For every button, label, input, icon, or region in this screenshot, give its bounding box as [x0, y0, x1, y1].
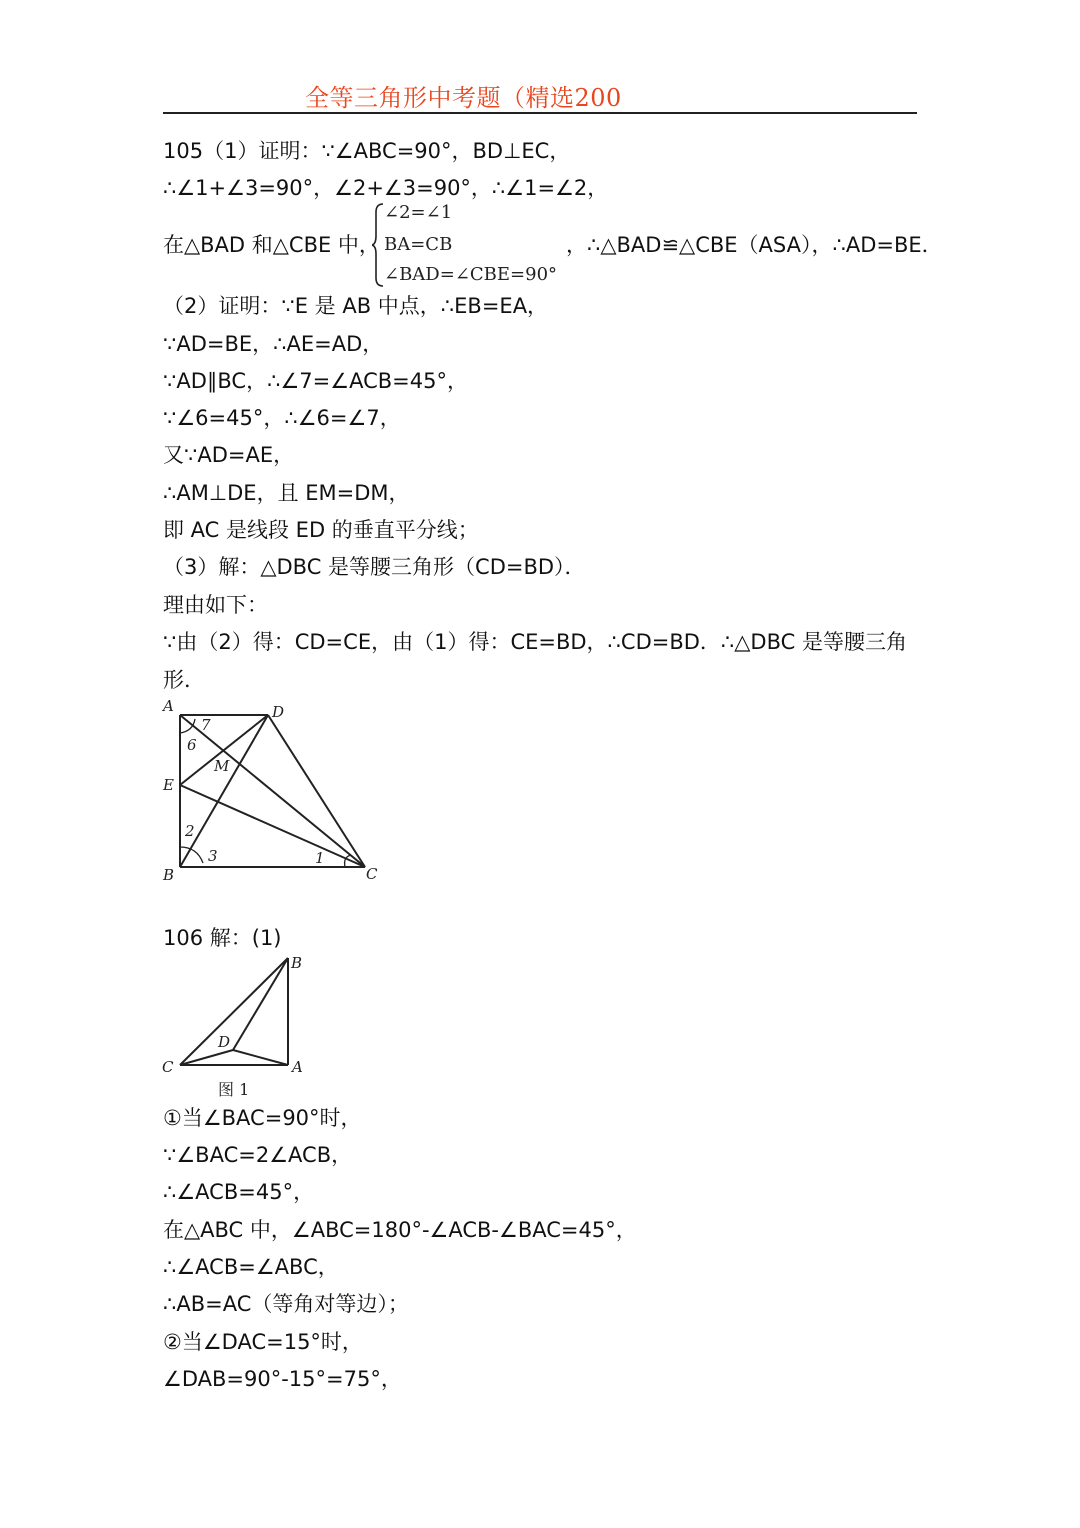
p106-line-3: ∴∠ACB=45°，	[163, 1180, 315, 1204]
p105-part2-line-3: ∵AD∥BC，∴∠7=∠ACB=45°，	[163, 369, 468, 393]
p105-line-1: 105（1）证明：∵∠ABC=90°，BD⊥EC，	[163, 139, 571, 163]
label-angle-7: 7	[201, 716, 211, 734]
p105-part2-line-7: 即 AC 是线段 ED 的垂直平分线；	[163, 518, 479, 542]
segment-dc	[268, 715, 365, 867]
system-eq-3: ∠BAD=∠CBE=90°	[384, 264, 558, 285]
p105-part2-line-6: ∴AM⊥DE，且 EM=DM，	[163, 481, 410, 505]
segment-da	[233, 1050, 288, 1065]
label-b: B	[291, 954, 303, 972]
p106-line-2: ∵∠BAC=2∠ACB，	[163, 1143, 353, 1167]
p106-line-1: ①当∠BAC=90°时，	[163, 1106, 362, 1130]
p106-line-8: ∠DAB=90°-15°=75°，	[163, 1367, 402, 1391]
header-title: 全等三角形中考题（精选200	[305, 84, 622, 112]
label-b: B	[163, 866, 175, 884]
p105-part3-line-2: 理由如下：	[163, 593, 268, 617]
p105-line-3-prefix: 在△BAD 和△CBE 中，	[163, 233, 380, 257]
p106-line-6: ∴AB=AC（等角对等边）；	[163, 1292, 409, 1316]
p106-line-5: ∴∠ACB=∠ABC，	[163, 1255, 339, 1279]
p105-line-3-suffix: ，∴△BAD≌△CBE（ASA），∴AD=BE．	[566, 233, 943, 257]
label-m: M	[214, 757, 230, 775]
figure-105	[155, 695, 395, 890]
figure-106	[155, 950, 315, 1100]
p105-part2-line-4: ∵∠6=45°，∴∠6=∠7，	[163, 406, 401, 430]
p105-part2-line-2: ∵AD=BE，∴AE=AD，	[163, 332, 384, 356]
header-rule	[163, 112, 917, 114]
p106-line-7: ②当∠DAC=15°时，	[163, 1330, 363, 1354]
system-eq-2: BA=CB	[384, 234, 453, 255]
system-eq-1: ∠2=∠1	[384, 202, 453, 223]
label-angle-2: 2	[185, 822, 195, 840]
label-e: E	[163, 776, 174, 794]
segment-ac	[180, 715, 365, 867]
p106-line-4: 在△ABC 中，∠ABC=180°-∠ACB-∠BAC=45°，	[163, 1218, 637, 1242]
label-angle-1: 1	[315, 849, 325, 867]
left-brace-icon	[372, 202, 384, 288]
p105-part3-line-3: ∵由（2）得：CD=CE，由（1）得：CE=BD，∴CD=BD．∴△DBC 是等腰三角	[163, 630, 907, 654]
label-a: A	[163, 697, 174, 715]
p105-part2-line-5: 又∵AD=AE，	[163, 443, 295, 467]
label-d: D	[218, 1033, 231, 1051]
p105-part3-line-4: 形．	[163, 668, 205, 692]
p105-part3-line-1: （3）解：△DBC 是等腰三角形（CD=BD）．	[163, 555, 586, 579]
p106-heading: 106 解：(1)	[163, 926, 282, 950]
label-d: D	[272, 703, 285, 721]
label-a: A	[292, 1058, 303, 1076]
figure-caption: 图 1	[218, 1080, 250, 1099]
p105-part2-line-1: （2）证明：∵E 是 AB 中点，∴EB=EA，	[163, 294, 549, 318]
label-c: C	[366, 865, 378, 883]
label-c: C	[162, 1058, 174, 1076]
equation-system	[372, 202, 562, 288]
label-angle-6: 6	[187, 736, 197, 754]
label-angle-3: 3	[208, 847, 218, 865]
p105-line-2: ∴∠1+∠3=90°，∠2+∠3=90°，∴∠1=∠2，	[163, 176, 609, 200]
